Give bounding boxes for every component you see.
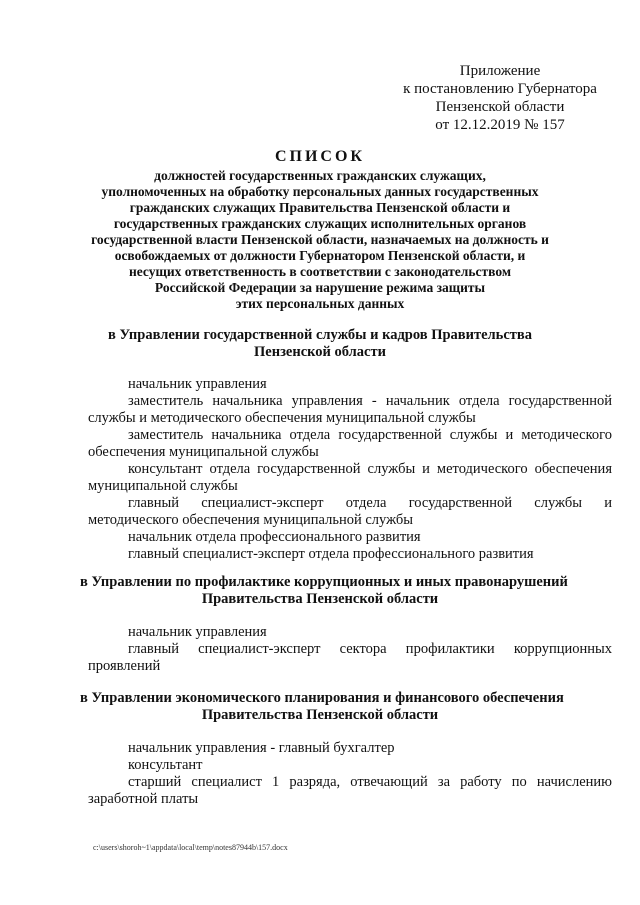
subtitle-line: освобождаемых от должности Губернатором Пензенской области, и xyxy=(114,248,526,263)
appendix-block xyxy=(380,62,620,134)
subtitle-line: государственных гражданских служащих исполнительных органов xyxy=(113,216,527,231)
list-item: главный специалист-эксперт отдела государственной службы и методического обеспечения муниципальной службы xyxy=(88,495,612,528)
section-items-hr xyxy=(88,376,612,563)
list-item: главный специалист-эксперт отдела профессионального развития xyxy=(128,546,534,562)
subtitle-line: этих персональных данных xyxy=(235,296,405,311)
list-item: консультант xyxy=(128,757,203,773)
subtitle-line: гражданских служащих Правительства Пензенской области и xyxy=(129,200,511,215)
subtitle-line: уполномоченных на обработку персональных данных государственных xyxy=(101,184,539,199)
section-items-anticorruption xyxy=(88,624,612,675)
subtitle-line: Российской Федерации за нарушение режима защиты xyxy=(154,280,486,295)
document-subtitle xyxy=(80,168,560,312)
list-item: начальник управления xyxy=(128,376,267,392)
document-title: СПИСОК xyxy=(274,148,366,165)
appendix-decree: к постановлению Губернатора xyxy=(403,81,597,97)
section-heading-line: Пензенской области xyxy=(254,344,386,360)
section-items-finance xyxy=(88,740,612,808)
appendix-label: Приложение xyxy=(459,63,541,79)
list-item: главный специалист-эксперт сектора профилактики коррупционных проявлений xyxy=(88,641,612,674)
section-heading-line: в Управлении государственной службы и кадров Правительства xyxy=(108,327,532,343)
section-heading-line: в Управлении экономического планирования и финансового обеспечения xyxy=(80,690,564,706)
section-heading-hr xyxy=(80,327,560,361)
list-item: начальник отдела профессионального развития xyxy=(128,529,421,545)
list-item: консультант отдела государственной службы и методического обеспечения муниципальной службы xyxy=(88,461,612,494)
section-heading-line: Правительства Пензенской области xyxy=(201,591,439,607)
subtitle-line: должностей государственных гражданских служащих, xyxy=(154,168,486,183)
subtitle-line: государственной власти Пензенской области, назначаемых на должность и xyxy=(91,232,549,247)
section-heading-finance xyxy=(80,690,564,724)
list-item: заместитель начальника управления - начальник отдела государственной службы и методического обеспечения муниципальной службы xyxy=(88,393,612,426)
file-path-footer: c:\users\shoroh~1\appdata\local\temp\notes87944b\157.docx xyxy=(93,843,288,852)
list-item: старший специалист 1 разряда, отвечающий за работу по начислению заработной платы xyxy=(88,774,612,807)
subtitle-line: несущих ответственность в соответствии с законодательством xyxy=(128,264,512,279)
list-item: начальник управления - главный бухгалтер xyxy=(128,740,395,756)
appendix-region: Пензенской области xyxy=(435,99,565,115)
list-item: начальник управления xyxy=(128,624,267,640)
appendix-date: от 12.12.2019 № 157 xyxy=(435,117,565,133)
section-heading-line: Правительства Пензенской области xyxy=(201,707,439,723)
section-heading-anticorruption xyxy=(80,574,568,608)
section-heading-line: в Управлении по профилактике коррупционных и иных правонарушений xyxy=(80,574,568,590)
list-item: заместитель начальника отдела государственной службы и методического обеспечения муниципальной службы xyxy=(88,427,612,460)
